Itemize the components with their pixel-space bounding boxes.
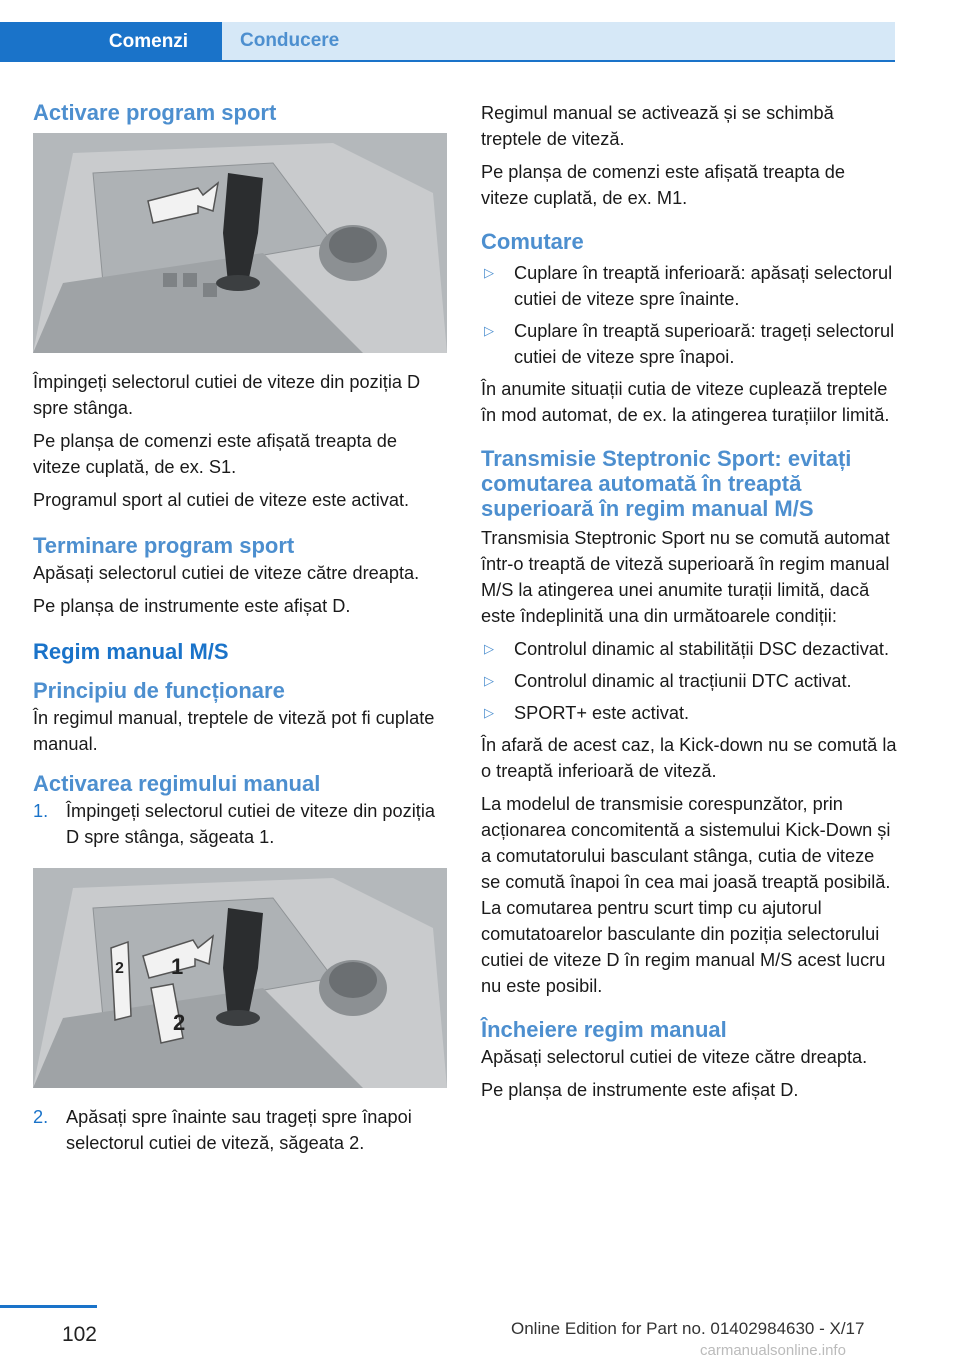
paragraph: Pe planșa de instrumente este afișat D. <box>481 1080 799 1100</box>
page-number-text: 102 <box>61 1323 97 1346</box>
paragraph: Pe planșa de instrumente este afișat D. <box>33 596 351 616</box>
paragraph: Apăsați selectorul cutiei de viteze către dreapta. <box>481 1047 868 1067</box>
steps-list-continued <box>33 1104 449 1156</box>
step-text: Împingeți selectorul cutiei de viteze din poziția D spre stânga, săgeata 1. <box>66 801 435 847</box>
step-text: Apăsați spre înainte sau trageți spre înapoi selectorul cutiei de viteză, săgeata 2. <box>66 1107 412 1153</box>
list-item: ▷ Controlul dinamic al tracțiunii DTC activat. <box>481 668 897 694</box>
header-tabs <box>0 0 895 62</box>
paragraph: Pe planșa de comenzi este afișată treapta de viteze cuplată, de ex. S1. <box>33 431 397 477</box>
arrow-label-2b: 2 <box>173 1010 186 1035</box>
triangle-bullet-icon: ▷ <box>484 673 494 688</box>
heading-comutare: Comutare <box>481 229 584 254</box>
heading-activarea: Activarea regimului manual <box>33 771 321 796</box>
triangle-bullet-icon: ▷ <box>484 705 494 720</box>
triangle-bullet-icon: ▷ <box>484 641 494 656</box>
gear-selector-arrows-illustration <box>33 868 447 1088</box>
heading-steptronic: Transmisie Steptronic Sport: evitați comutarea automată în treaptă superioară în regim manual M/S <box>481 446 852 521</box>
triangle-bullet-icon: ▷ <box>484 323 494 338</box>
comutare-list <box>481 260 897 370</box>
triangle-bullet-icon: ▷ <box>484 265 494 280</box>
paragraph: În anumite situații cutia de viteze cuplează treptele în mod automat, de ex. la atingerea turațiilor limită. <box>481 379 890 425</box>
paragraph: În afară de acest caz, la Kick-down nu se comută la o treaptă inferioară de viteză. <box>481 735 897 781</box>
conditions-list <box>481 636 897 726</box>
right-column <box>481 100 897 1110</box>
paragraph: În regimul manual, treptele de viteză pot fi cuplate manual. <box>33 708 435 754</box>
footer-edition: Online Edition for Part no. 01402984630 - X/17 <box>511 1319 865 1338</box>
heading-terminare: Terminare program sport <box>33 533 295 558</box>
arrow-label-1: 1 <box>171 954 184 979</box>
gear-selector-illustration <box>33 133 447 353</box>
step-number: 1. <box>33 801 49 821</box>
paragraph: Transmisia Steptronic Sport nu se comută automat într-o treaptă de viteză superioară în regim manual M/S la atingerea unei anumite turații limită, dacă este îndeplinită una din următoarele condiții: <box>481 528 890 626</box>
paragraph: Regimul manual se activează și se schimbă treptele de viteză. <box>481 103 834 149</box>
paragraph: Programul sport al cutiei de viteze este activat. <box>33 490 410 510</box>
tab-conducere[interactable]: Conducere <box>222 22 895 60</box>
heading-activare-sport: Activare program sport <box>33 100 277 125</box>
tab-underline <box>222 60 895 62</box>
paragraph: Pe planșa de comenzi este afișată treapta de viteze cuplată, de ex. M1. <box>481 162 845 208</box>
watermark: carmanualsonline.info <box>700 1342 846 1359</box>
page-number <box>0 1305 97 1346</box>
list-item <box>33 798 449 850</box>
list-item <box>33 1104 449 1156</box>
paragraph: La modelul de transmisie corespunzător, prin acționarea concomitentă a sistemului Kick-Down și a comutatorului basculant stânga, cutia de viteze se comută înapoi în cea mai joasă treaptă posibilă. La comutarea pentru scurt timp cu ajutorul comutatoarelor basculante din poziția selectorului cutiei de viteze D în regim manual M/S acest lucru nu este posibil. <box>481 794 891 996</box>
heading-principiu: Principiu de funcționare <box>33 678 285 703</box>
list-item: ▷ Controlul dinamic al stabilității DSC dezactivat. <box>481 636 897 662</box>
paragraph: Apăsați selectorul cutiei de viteze către dreapta. <box>33 563 420 583</box>
list-item: ▷ Cuplare în treaptă superioară: trageți selectorul cutiei de viteze spre înapoi. <box>481 318 897 370</box>
steps-list <box>33 798 449 850</box>
list-item: ▷ Cuplare în treaptă inferioară: apăsați selectorul cutiei de viteze spre înainte. <box>481 260 897 312</box>
list-item: ▷ SPORT+ este activat. <box>481 700 897 726</box>
tab-comenzi[interactable]: Comenzi <box>0 22 222 62</box>
gear-selector-photo-2 <box>33 868 447 1088</box>
gear-selector-photo-1 <box>33 133 447 353</box>
step-number: 2. <box>33 1107 49 1127</box>
heading-incheiere: Încheiere regim manual <box>481 1017 727 1042</box>
heading-regim-manual: Regim manual M/S <box>33 639 229 664</box>
left-column <box>33 100 449 1156</box>
paragraph: Împingeți selectorul cutiei de viteze din poziția D spre stânga. <box>33 372 421 418</box>
arrow-label-2a: 2 <box>115 960 124 977</box>
